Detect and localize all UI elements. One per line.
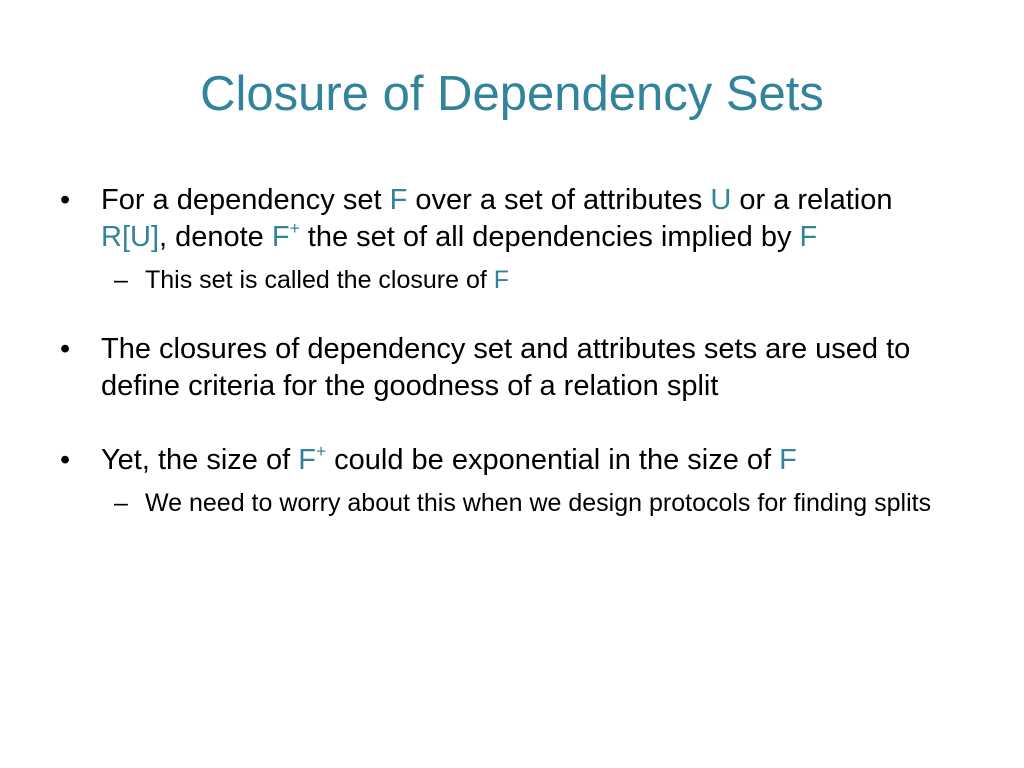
spacer [58,297,978,331]
slide-title: Closure of Dependency Sets [200,67,824,121]
bullet-text: the set of all dependencies implied by [299,221,800,253]
symbol-F: F [271,221,290,253]
bullet-text: or a relation [731,184,893,216]
bullet-text: Yet, the size of [101,444,299,476]
bullet-text: over a set of attributes [407,184,711,216]
symbol-F: F [389,184,408,216]
bullet-item [58,331,961,405]
symbol-F-plus [271,217,300,253]
symbol-R-U: R[U] [101,221,159,253]
symbol-F: F [779,444,797,476]
sub-bullet-item [58,264,985,297]
bullet-symbol: • [60,333,71,365]
spacer [58,405,978,442]
bullet-text: could be exponential in the size of [326,444,780,476]
symbol-U: U [710,184,732,216]
bullet-symbol: • [60,184,71,216]
symbol-F: F [799,221,818,253]
sub-bullet-item [58,487,985,520]
sub-bullet-symbol: – [114,489,128,517]
sub-bullet-text: This set is called the closure of [145,266,494,294]
superscript-plus: + [315,440,327,461]
bullet-item [58,182,961,256]
bullet-item [58,442,961,479]
symbol-F: F [493,266,510,294]
bullet-text: , denote [159,221,272,253]
sub-bullet-symbol: – [114,266,128,294]
bullet-text: For a dependency set [101,184,390,216]
symbol-F-plus [298,440,327,476]
superscript-plus: + [289,217,300,238]
sub-bullet-text: We need to worry about this when we design protocols for finding splits [145,489,932,517]
slide-body [58,182,978,520]
symbol-F: F [298,444,316,476]
bullet-symbol: • [60,444,71,476]
bullet-text: The closures of dependency set and attributes sets are used to define criteria for the goodness of a relation split [101,333,911,402]
